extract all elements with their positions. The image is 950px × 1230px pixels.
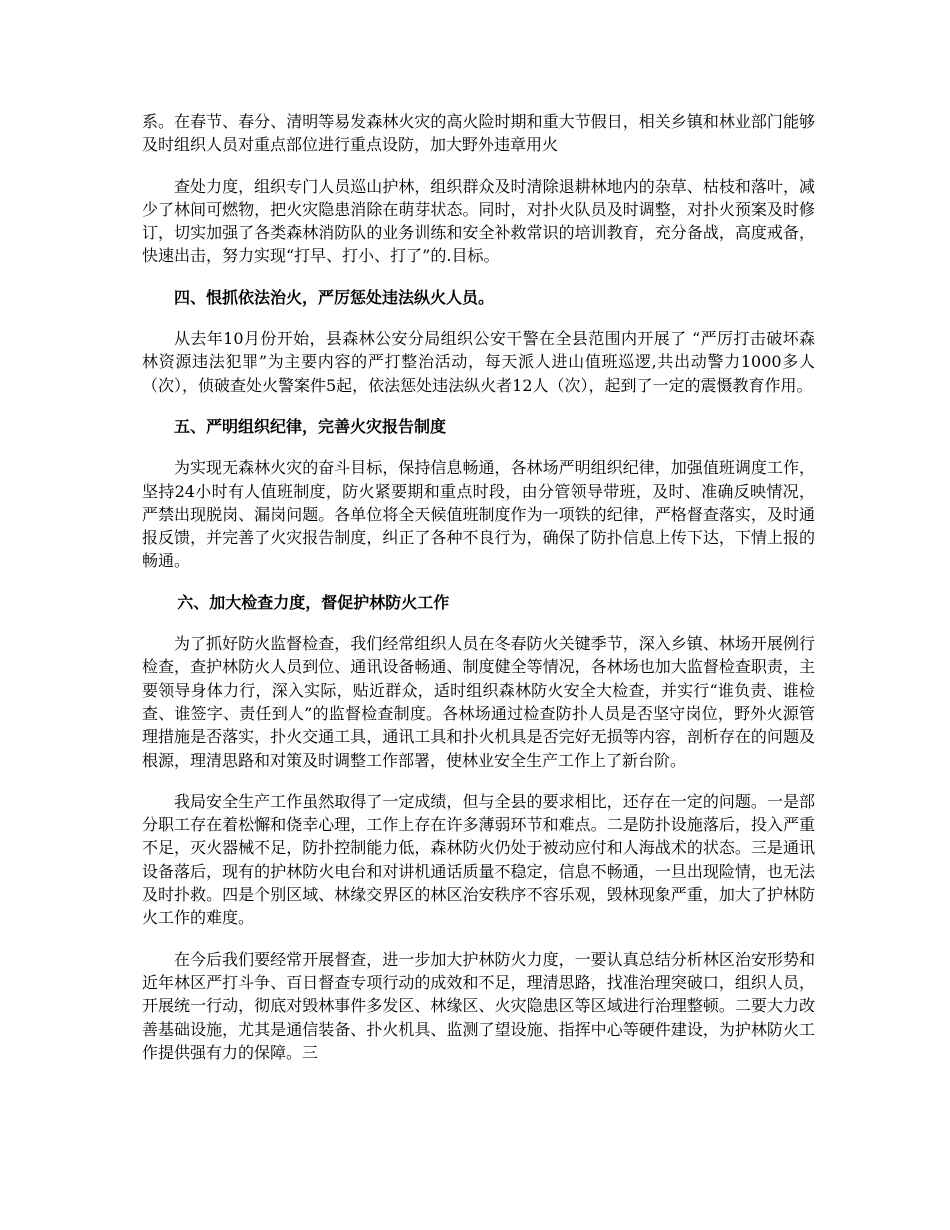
paragraph-future-plans: 在今后我们要经常开展督查，进一步加大护林防火力度，一要认真总结分析林区治安形势和近年林区严打斗争、百日督查专项行动的成效和不足，理清思路，找准治理突破口，组织人员，开展统一行动，彻底对毁林事件多发区、林缘区、火灾隐患区等区域进行治理整顿。二要大力改善基础设施，尤其是通信装备、扑火机具、监测了望设施、指挥中心等硬件建设，为护林防火工作提供强有力的保障。三 [142, 949, 815, 1062]
paragraph-problems: 我局安全生产工作虽然取得了一定成绩，但与全县的要求相比，还存在一定的问题。一是部分职工存在着松懈和侥幸心理，工作上存在许多薄弱环节和难点。二是防扑设施落后，投入严重不足，灭火器械不足，防扑控制能力低，森林防火仍处于被动应付和人海战术的状态。三是通讯设备落后，现有的护林防火电台和对讲机通话质量不稳定，信息不畅通，一旦出现险情，也无法及时扑救。四是个别区域、林缘交界区的林区治安秩序不容乐观，毁林现象严重，加大了护林防火工作的难度。 [142, 791, 815, 928]
paragraph-inspection: 为了抓好防火监督检查，我们经常组织人员在冬春防火关键季节，深入乡镇、林场开展例行检查，查护林防火人员到位、通讯设备畅通、制度健全等情况，各林场也加大监督检查职责，主要领导身体力行，深入实际，贴近群众，适时组织森林防火安全大检查，并实行“谁负责、谁检查、谁签字、责任到人”的监督检查制度。各林场通过检查防扑人员是否坚守岗位，野外火源管理措施是否落实，扑火交通工具，通讯工具和扑火机具是否完好无损等内容，剖析存在的问题及根源，理清思路和对策及时调整工作部署，使林业安全生产工作上了新台阶。 [142, 634, 815, 770]
paragraph-continuation: 系。在春节、春分、清明等易发森林火灾的高火险时期和重大节假日，相关乡镇和林业部门能够及时组织人员对重点部位进行重点设防，加大野外违章用火 [142, 112, 815, 155]
document-page [142, 110, 815, 1082]
section-heading-6: 六、加大检查力度，督促护林防火工作 [177, 592, 450, 612]
section-heading-4: 四、恨抓依法治火，严厉惩处违法纵火人员。 [174, 287, 495, 307]
paragraph-patrol: 查处力度，组织专门人员巡山护林，组织群众及时清除退耕林地内的杂草、枯枝和落叶，减少了林间可燃物，把火灾隐患消除在萌芽状态。同时，对扑火队员及时调整，对扑火预案及时修订，切实加强了各类森林消防队的业务训练和安全补救常识的培训教育，充分备战，高度戒备，快速出击，努力实现“打早、打小、打了”的.目标。 [142, 176, 815, 266]
paragraph-duty-system: 为实现无森林火灾的奋斗目标，保持信息畅通，各林场严明组织纪律，加强值班调度工作，坚持24小时有人值班制度，防火紧要期和重点时段，由分管领导带班，及时、准确反映情况，严禁出现脱岗、漏岗问题。各单位将全天候值班制度作为一项铁的纪律，严格督查落实，及时通报反馈，并完善了火灾报告制度，纠正了各种不良行为，确保了防扑信息上传下达，下情上报的畅通。 [142, 458, 815, 571]
paragraph-crackdown: 从去年10月份开始，县森林公安分局组织公安干警在全县范围内开展了 “严厉打击破坏森林资源违法犯罪”为主要内容的严打整治活动，每天派人进山值班巡逻,共出动警力1000多人（次），侦破查处火警案件5起，依法惩处违法纵火者12人（次），起到了一定的震慑教育作用。 [142, 329, 815, 395]
section-heading-5: 五、严明组织纪律，完善火灾报告制度 [174, 416, 447, 436]
